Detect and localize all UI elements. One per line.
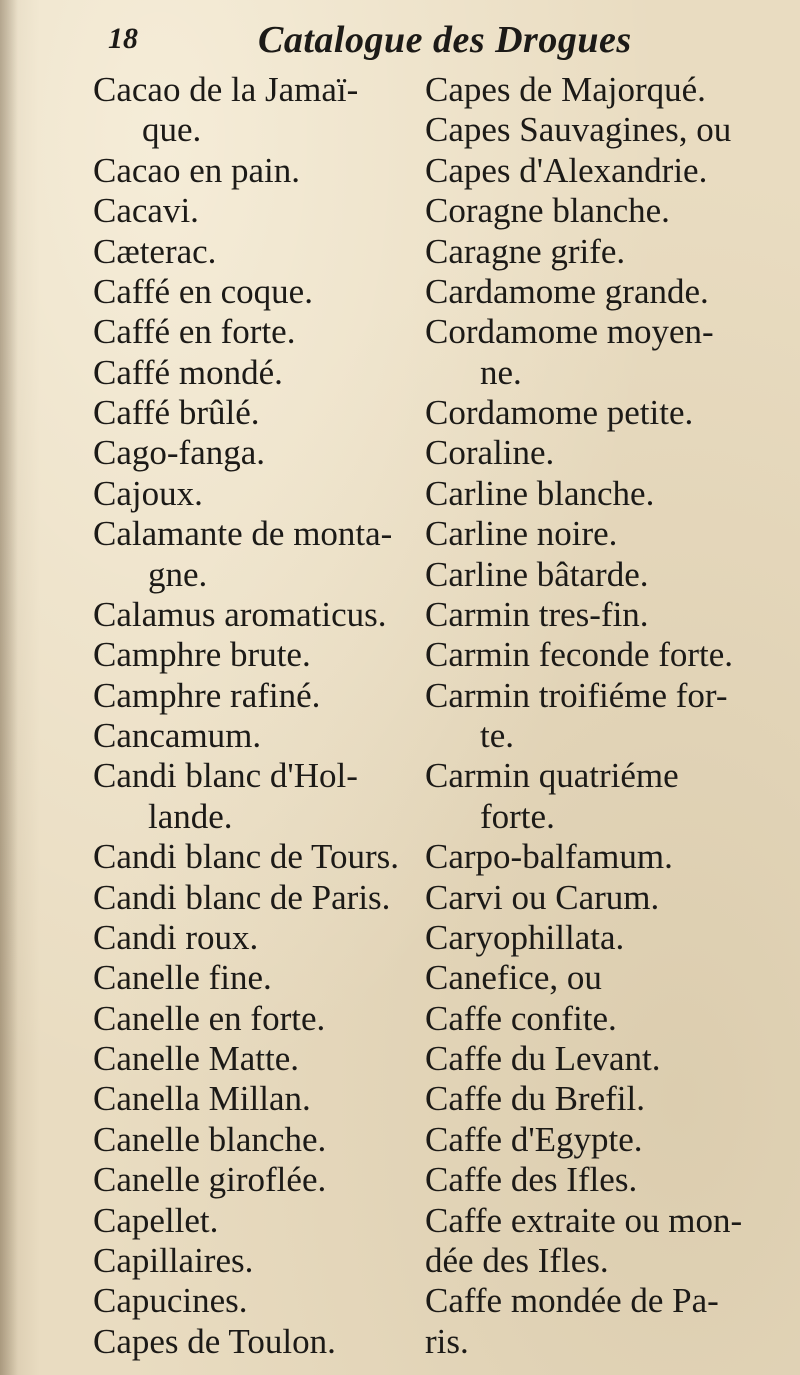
running-title: Catalogue des Drogues bbox=[258, 19, 632, 61]
list-item: Canelle fine. bbox=[93, 958, 272, 998]
page-edge-shadow bbox=[0, 0, 18, 1375]
list-item: forte. bbox=[480, 796, 555, 836]
list-item: Canelle blanche. bbox=[93, 1119, 327, 1159]
list-item: Carmin quatriéme bbox=[425, 756, 679, 796]
list-item: Canelle giroflée. bbox=[93, 1160, 327, 1200]
list-item: gne. bbox=[148, 554, 208, 594]
list-item: Carline noire. bbox=[425, 514, 618, 554]
list-item: Calamus aromaticus. bbox=[93, 594, 387, 634]
list-item: Cordamome petite. bbox=[425, 393, 694, 432]
list-item: Carmin tres-fin. bbox=[425, 594, 649, 634]
list-item: Cardamome grande. bbox=[425, 271, 709, 311]
list-item: Canelle Matte. bbox=[93, 1039, 300, 1078]
page-header bbox=[0, 8, 800, 68]
list-item: Cacao de la Jamaï- bbox=[93, 70, 359, 109]
list-item: Capillaires. bbox=[93, 1240, 254, 1280]
list-item: Caffe extraite ou mon- bbox=[425, 1200, 743, 1240]
list-item: Capellet. bbox=[93, 1200, 219, 1240]
page-number: 18 bbox=[108, 22, 138, 55]
list-item: Caffé brûlé. bbox=[93, 393, 260, 432]
list-item: Coragne blanche. bbox=[425, 191, 670, 231]
list-item: Carpo-balfamum. bbox=[425, 837, 673, 877]
list-item: Capes de Majorqué. bbox=[425, 70, 706, 109]
list-item: Caffe confite. bbox=[425, 998, 617, 1038]
list-item: Carline bâtarde. bbox=[425, 554, 649, 594]
list-item: Capes Sauvagines, ou bbox=[425, 110, 732, 150]
list-item: ne. bbox=[480, 352, 522, 392]
list-item: Cancamum. bbox=[93, 716, 262, 755]
list-item: te. bbox=[480, 716, 515, 755]
list-item: Cæterac. bbox=[93, 231, 217, 271]
list-item: Camphre brute. bbox=[93, 635, 311, 675]
list-item: Caffe mondée de Pa- bbox=[425, 1281, 719, 1321]
list-item: Cajoux. bbox=[93, 473, 203, 513]
list-item: Candi roux. bbox=[93, 917, 259, 957]
list-item: Canella Millan. bbox=[93, 1079, 311, 1119]
list-item: Caragne grife. bbox=[425, 231, 626, 271]
list-item: Capucines. bbox=[93, 1281, 248, 1321]
list-item: Candi blanc d'Hol- bbox=[93, 756, 358, 796]
list-item: Caffé en coque. bbox=[93, 271, 313, 311]
list-item: Canelle en forte. bbox=[93, 998, 326, 1038]
list-item: Capes de Toulon. bbox=[93, 1321, 336, 1361]
list-item: Coraline. bbox=[425, 433, 555, 473]
list-item: Calamante de monta- bbox=[93, 514, 393, 554]
list-item: Canefice, ou bbox=[425, 958, 602, 998]
list-item: que. bbox=[142, 110, 202, 150]
list-item: lande. bbox=[148, 796, 233, 836]
list-item: Candi blanc de Paris. bbox=[93, 877, 391, 917]
list-item: Carmin feconde forte. bbox=[425, 635, 734, 675]
list-item: Caffé en forte. bbox=[93, 312, 296, 352]
list-item: Caffé mondé. bbox=[93, 352, 283, 392]
list-item: Cordamome moyen- bbox=[425, 312, 714, 352]
list-item: Cago-fanga. bbox=[93, 433, 266, 473]
list-item: dée des Ifles. bbox=[425, 1240, 609, 1280]
list-item: Candi blanc de Tours. bbox=[93, 837, 400, 877]
list-item: Caffe d'Egypte. bbox=[425, 1119, 643, 1159]
list-item: Caffe du Brefil. bbox=[425, 1079, 645, 1119]
list-item: Caryophillata. bbox=[425, 917, 625, 957]
list-item: Camphre rafiné. bbox=[93, 675, 321, 715]
list-item: Carvi ou Carum. bbox=[425, 877, 660, 917]
list-item: Capes d'Alexandrie. bbox=[425, 150, 708, 190]
list-item: Caffe des Ifles. bbox=[425, 1160, 638, 1200]
list-item: Caffe du Levant. bbox=[425, 1039, 661, 1078]
list-item: Cacavi. bbox=[93, 191, 199, 231]
list-item: ris. bbox=[425, 1321, 469, 1361]
list-item: Cacao en pain. bbox=[93, 150, 300, 190]
list-item: Carline blanche. bbox=[425, 473, 655, 513]
list-item: Carmin troifiéme for- bbox=[425, 675, 728, 715]
